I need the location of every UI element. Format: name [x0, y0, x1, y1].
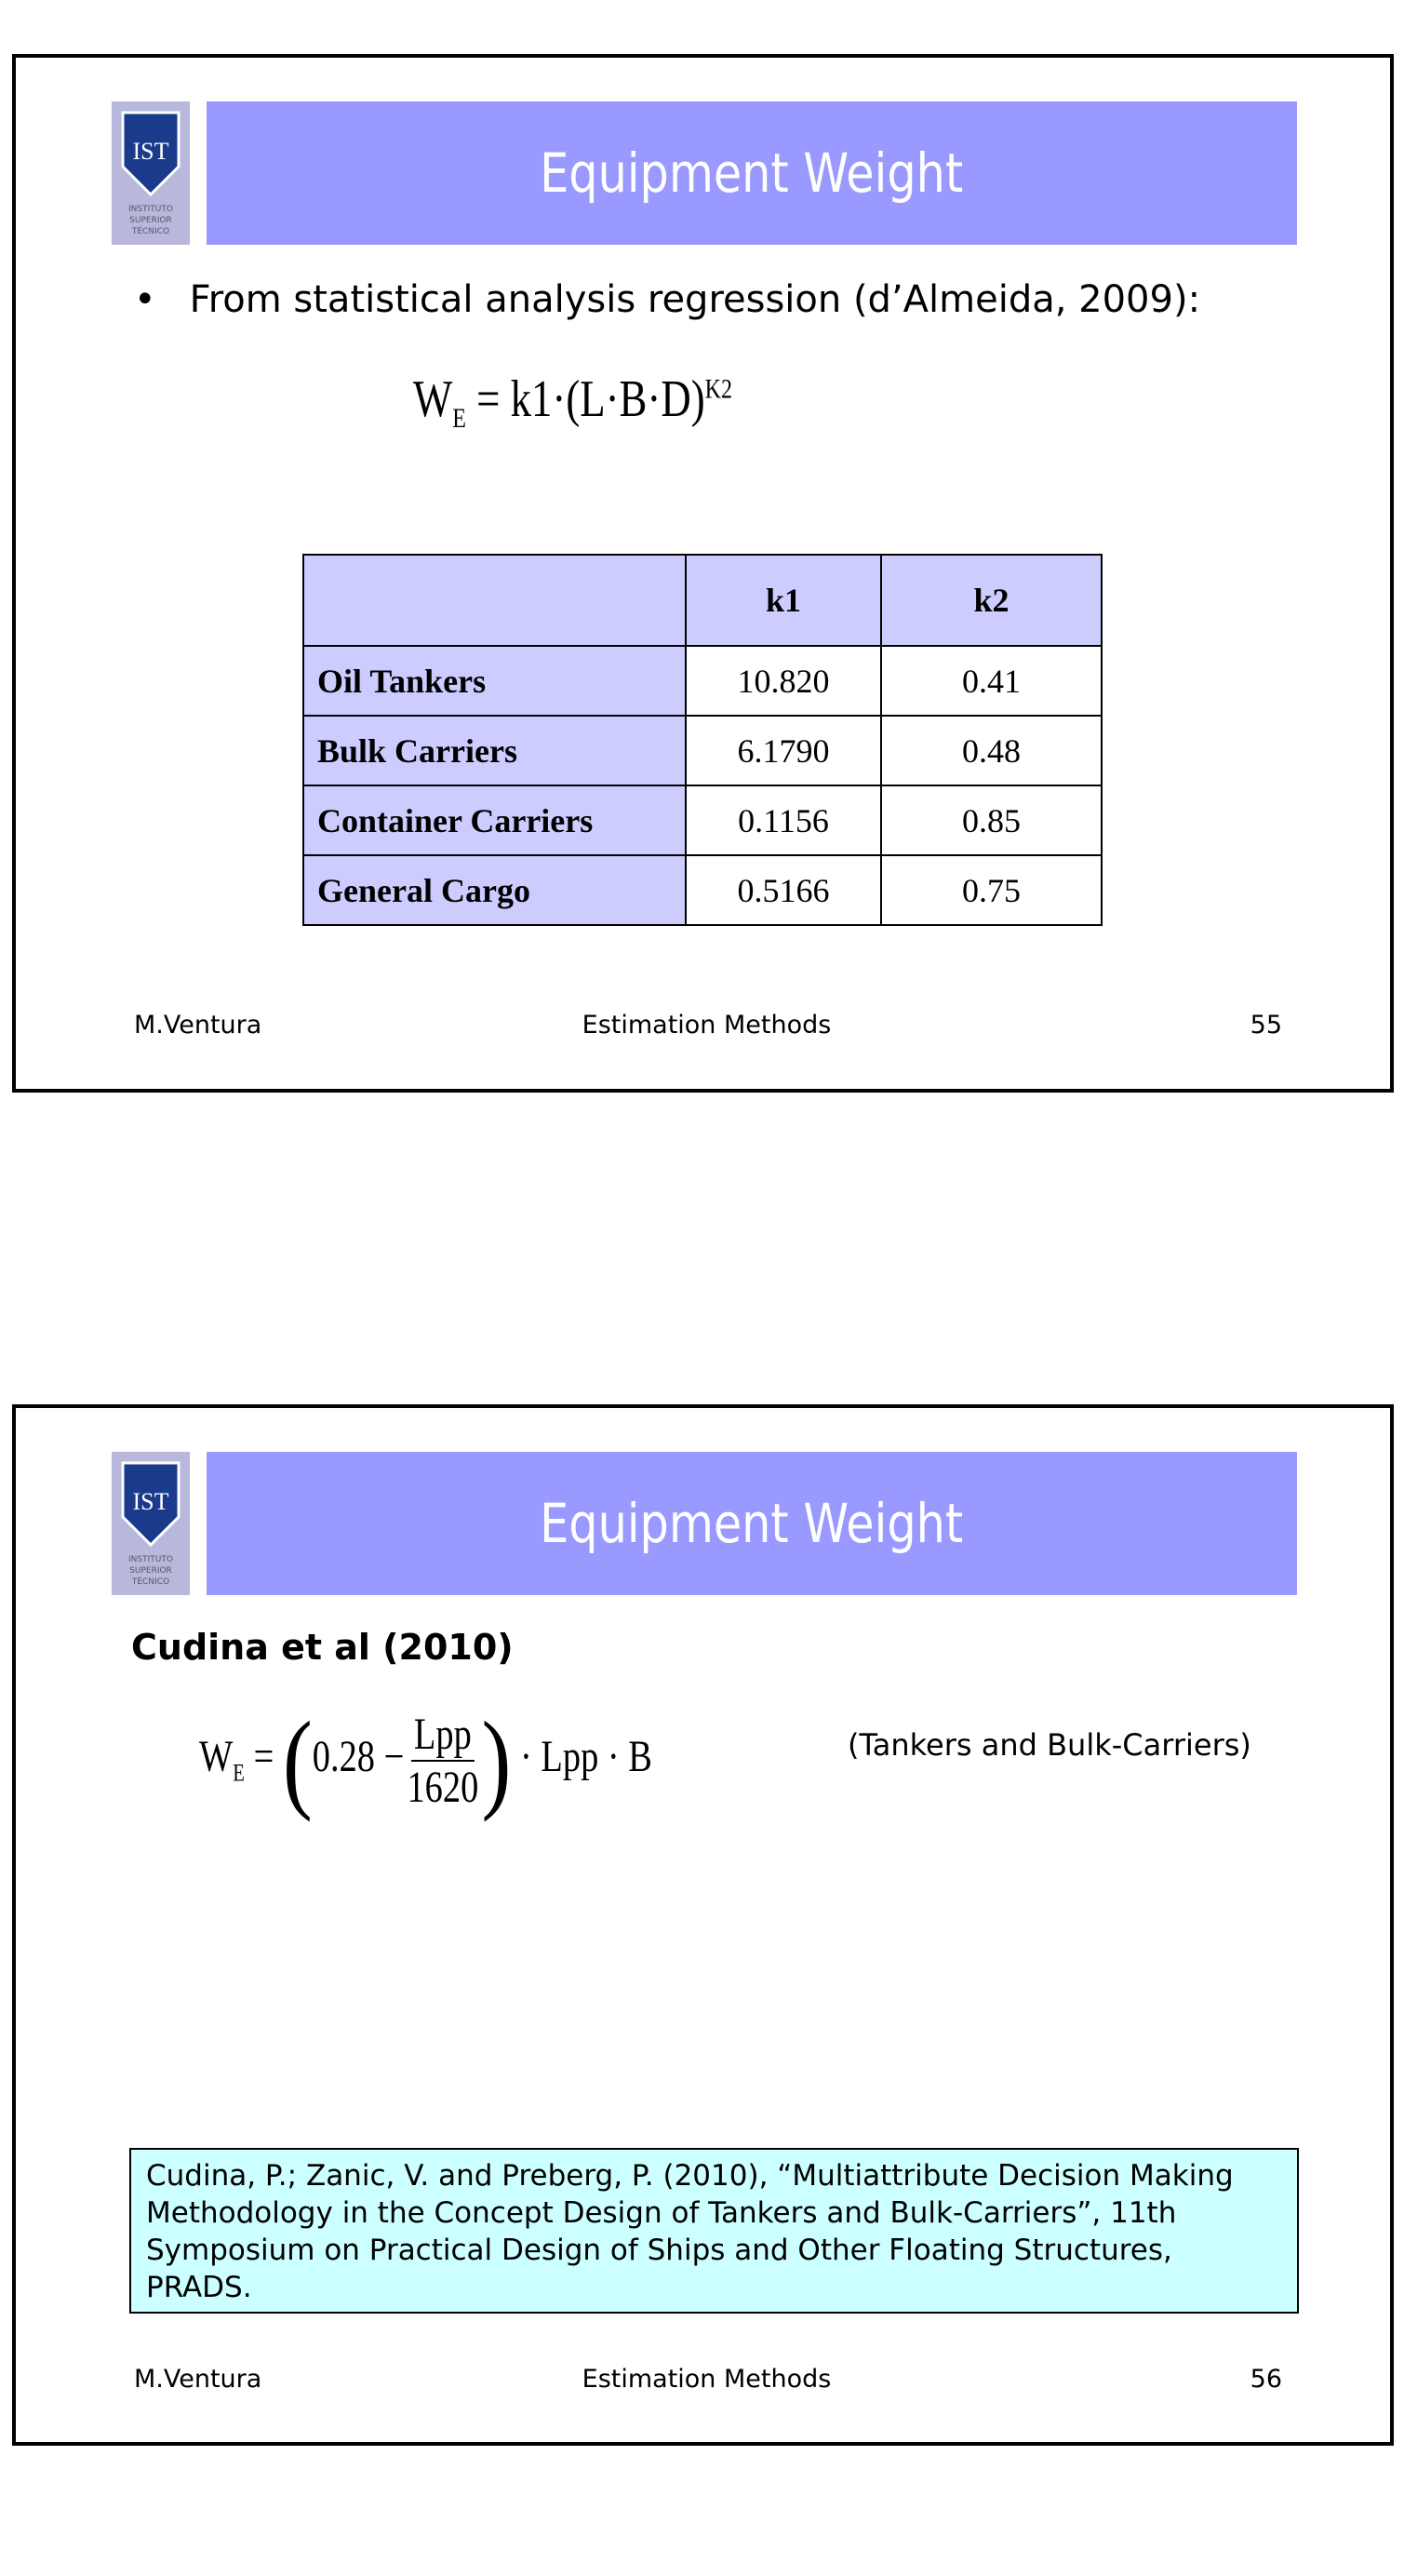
- slide-title: Equipment Weight: [540, 1492, 964, 1555]
- ist-logo: [112, 101, 190, 245]
- row-label: Bulk Carriers: [303, 716, 686, 785]
- right-paren: ): [481, 1698, 512, 1822]
- section-heading: Cudina et al (2010): [131, 1627, 514, 1668]
- slide-56: [12, 1404, 1394, 2446]
- formula-cudina: [199, 1697, 652, 1825]
- k2-cell: 0.75: [881, 855, 1102, 925]
- formula-eq: =: [253, 1732, 274, 1782]
- table-row: [303, 855, 1102, 925]
- table-row: [303, 646, 1102, 716]
- formula-lhs: W: [413, 370, 453, 428]
- svg-text:IST: IST: [132, 138, 169, 165]
- svg-text:TÉCNICO: TÉCNICO: [131, 1577, 170, 1587]
- row-label: General Cargo: [303, 855, 686, 925]
- table-row: [303, 716, 1102, 785]
- formula-rhs: = k1·(L·B·D): [476, 370, 705, 428]
- numerator: Lpp: [411, 1709, 475, 1762]
- k2-cell: 0.48: [881, 716, 1102, 785]
- reference-box: Cudina, P.; Zanic, V. and Preberg, P. (2010), “Multiattribute Decision Making Methodology in the Concept Design of Tankers and Bulk-Carriers”, 11th Symposium on Practical Design of Ships and Other Floating Structures, PRADS.: [129, 2148, 1299, 2314]
- row-label: Container Carriers: [303, 785, 686, 855]
- formula-tail: · Lpp · B: [520, 1732, 652, 1782]
- header-cell: k1: [686, 555, 881, 646]
- coefficients-table: [302, 554, 1103, 926]
- page-number: 56: [1250, 2365, 1282, 2394]
- svg-text:IST: IST: [132, 1488, 169, 1515]
- page-number: 55: [1250, 1011, 1282, 1040]
- slide-55: [12, 54, 1394, 1093]
- header-cell: k2: [881, 555, 1102, 646]
- k2-cell: 0.85: [881, 785, 1102, 855]
- footer-title: Estimation Methods: [582, 2365, 832, 2394]
- svg-text:INSTITUTO: INSTITUTO: [128, 1555, 173, 1564]
- slide-title-bar: [207, 1452, 1297, 1595]
- bullet-icon: •: [134, 278, 156, 321]
- svg-text:SUPERIOR: SUPERIOR: [129, 1566, 172, 1576]
- denominator: 1620: [407, 1763, 479, 1812]
- bullet-text: From statistical analysis regression (d’Almeida, 2009):: [189, 278, 1201, 321]
- footer-title: Estimation Methods: [582, 1011, 832, 1040]
- k2-cell: 0.41: [881, 646, 1102, 716]
- formula-lhs: W: [199, 1732, 234, 1782]
- k1-cell: 0.1156: [686, 785, 881, 855]
- bullet-item: [134, 278, 1200, 321]
- k1-cell: 10.820: [686, 646, 881, 716]
- ist-logo: [112, 1452, 190, 1595]
- k1-cell: 6.1790: [686, 716, 881, 785]
- svg-text:SUPERIOR: SUPERIOR: [129, 216, 172, 225]
- footer-author: M.Ventura: [134, 2365, 262, 2394]
- svg-text:TÉCNICO: TÉCNICO: [131, 227, 170, 236]
- applicability-note: (Tankers and Bulk-Carriers): [848, 1727, 1251, 1763]
- slide-title-bar: [207, 101, 1297, 245]
- header-cell: [303, 555, 686, 646]
- slide-title: Equipment Weight: [540, 141, 964, 205]
- formula-exp: K2: [704, 373, 732, 405]
- formula-sub: E: [452, 403, 466, 435]
- fraction: [407, 1709, 478, 1813]
- k1-cell: 0.5166: [686, 855, 881, 925]
- table-row: [303, 785, 1102, 855]
- svg-text:INSTITUTO: INSTITUTO: [128, 205, 173, 214]
- formula-term: 0.28 −: [312, 1732, 405, 1782]
- row-label: Oil Tankers: [303, 646, 686, 716]
- formula-equipment-weight: [413, 369, 732, 435]
- table-header-row: [303, 555, 1102, 646]
- formula-sub: E: [233, 1759, 245, 1787]
- left-paren: (: [282, 1698, 313, 1822]
- footer-author: M.Ventura: [134, 1011, 262, 1040]
